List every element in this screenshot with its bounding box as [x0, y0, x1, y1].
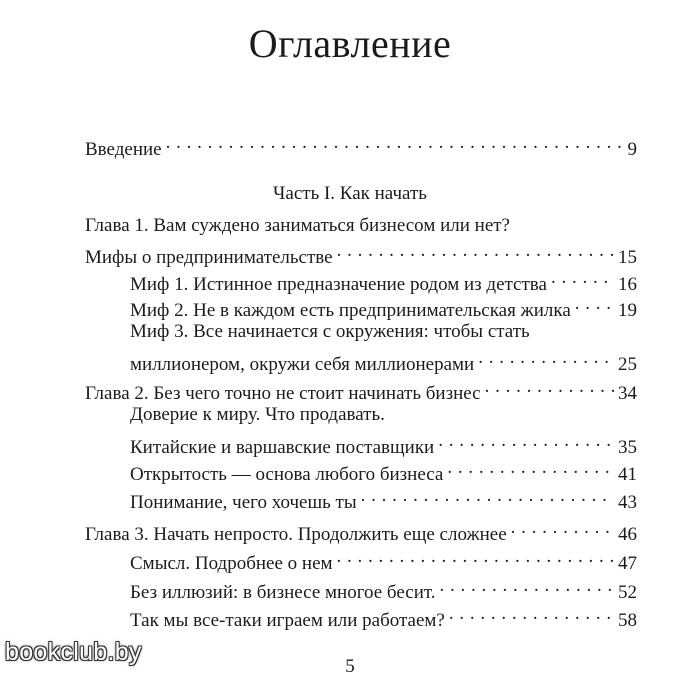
- dot-leader: [447, 456, 614, 480]
- dot-leader: [478, 346, 614, 370]
- toc-entry-text: Мифы о предпринимательстве: [85, 247, 333, 268]
- toc-entry-text: Смысл. Подробнее о нем: [130, 553, 333, 574]
- toc-entry-text: Без иллюзий: в бизнесе многое бесит.: [130, 582, 436, 603]
- toc-entry-text: Так мы все-таки играем или работаем?: [130, 610, 445, 631]
- toc-entry-meaning: [130, 545, 637, 574]
- toc-page-number: 47: [618, 553, 637, 574]
- toc-entry-myth-1: [130, 266, 637, 295]
- toc-entry-text: Глава 2. Без чего точно не стоит начинать бизнес: [85, 383, 481, 404]
- site-watermark: bookclub.by: [5, 638, 142, 666]
- toc-chapter-1-line-2: [85, 239, 637, 268]
- toc-entry-text: Понимание, чего хочешь ты: [130, 492, 357, 513]
- dot-leader: [511, 516, 614, 540]
- toc-entry-myth-3-line-2: [130, 346, 637, 375]
- toc-page-number: 35: [618, 437, 637, 458]
- toc-chapter-1-line-1: [85, 214, 637, 238]
- toc-entry-text: Китайские и варшавские поставщики: [130, 437, 435, 458]
- dot-leader: [361, 484, 614, 508]
- page-title: Оглавление: [248, 21, 452, 66]
- dot-leader: [575, 292, 614, 316]
- dot-leader: [337, 545, 614, 569]
- toc-entry-no-illusions: [130, 574, 637, 603]
- dot-leader: [438, 429, 614, 453]
- toc-entry-myth-2: [130, 292, 637, 321]
- toc-entry-openness: [130, 456, 637, 485]
- toc-page-number: 16: [618, 274, 637, 295]
- toc-entry-understanding: [130, 484, 637, 513]
- dot-leader: [439, 574, 614, 598]
- toc-page-number: 58: [618, 610, 637, 631]
- toc-entry-text: Глава 3. Начать непросто. Продолжить еще сложнее: [85, 524, 507, 545]
- toc-entry-intro: [85, 131, 637, 160]
- toc-page-number: 15: [618, 247, 637, 268]
- toc-entry-text: Миф 3. Все начинается с окружения: чтобы стать: [130, 321, 530, 342]
- toc-entry-play-or-work: [130, 602, 637, 631]
- page-number-folio: 5: [345, 656, 355, 677]
- toc-page-number: 52: [618, 582, 637, 603]
- toc-entry-text: Миф 1. Истинное предназначение родом из детства: [130, 274, 547, 295]
- toc-chapter-3: [85, 516, 637, 545]
- dot-leader: [449, 602, 614, 626]
- toc-entry-text: Введение: [85, 139, 162, 160]
- toc-page-number: 46: [618, 524, 637, 545]
- toc-entry-trust-line-1: [130, 403, 637, 427]
- toc-page-number: 19: [618, 300, 637, 321]
- toc-page-number: 9: [627, 139, 637, 160]
- dot-leader: [551, 266, 614, 290]
- toc-chapter-2: [85, 375, 637, 404]
- toc-entry-text: Миф 2. Не в каждом есть предпринимательская жилка: [130, 300, 571, 321]
- toc-page-number: 34: [618, 383, 637, 404]
- toc-entry-text: Открытость — основа любого бизнеса: [130, 464, 444, 485]
- toc-entry-text: миллионером, окружи себя миллионерами: [130, 354, 475, 375]
- part-title: Часть I. Как начать: [273, 183, 427, 204]
- dot-leader: [166, 131, 624, 155]
- toc-page-number: 25: [618, 354, 637, 375]
- dot-leader: [485, 375, 614, 399]
- toc-entry-text: Глава 1. Вам суждено заниматься бизнесом или нет?: [85, 215, 510, 236]
- toc-entry-text: Доверие к миру. Что продавать.: [130, 404, 385, 425]
- toc-entry-trust-line-2: [130, 429, 637, 458]
- dot-leader: [337, 239, 614, 263]
- toc-entry-myth-3-line-1: [130, 320, 637, 344]
- toc-page-number: 41: [618, 464, 637, 485]
- toc-page-number: 43: [618, 492, 637, 513]
